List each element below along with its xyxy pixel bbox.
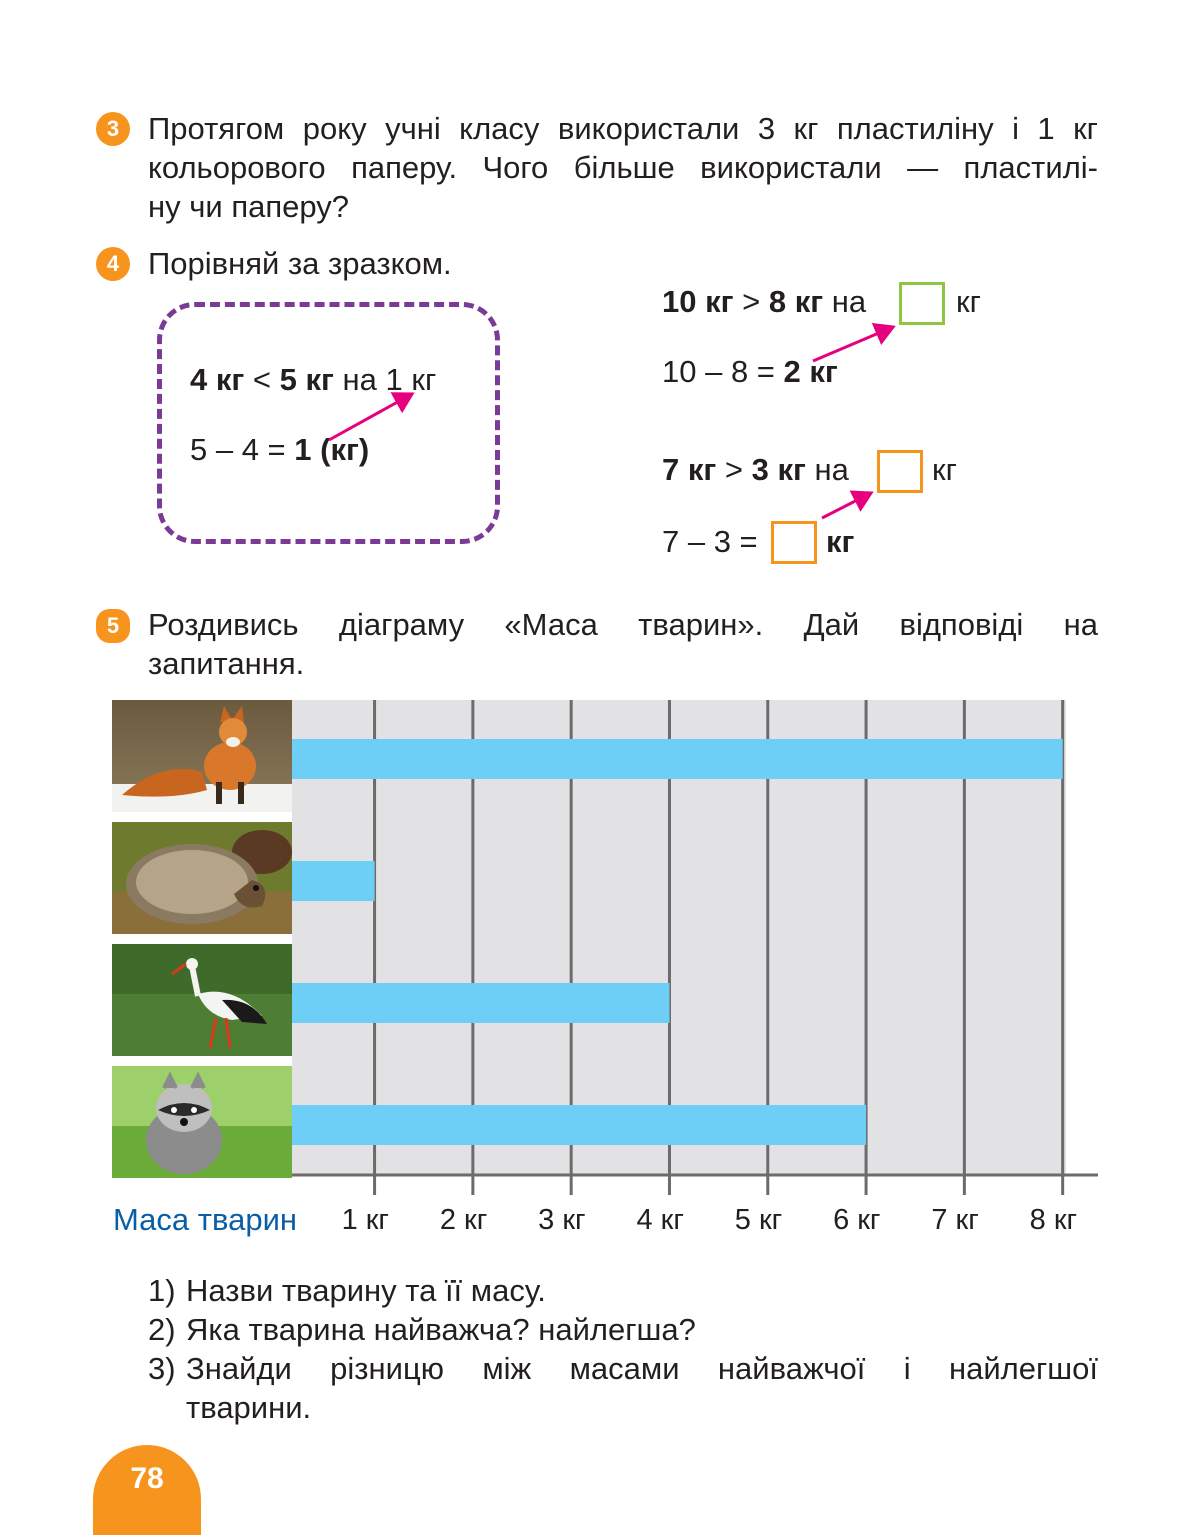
- bar-fox: [292, 739, 1063, 779]
- x-tick-label-6: 6 кг: [833, 1204, 881, 1236]
- page-number: 78: [130, 1462, 164, 1495]
- question-1-text: Назви тварину та її масу.: [186, 1273, 546, 1308]
- ex2-calc: 7 – 3 =: [662, 524, 758, 559]
- ex1-b: 8 кг: [768, 284, 824, 319]
- sample-na: на: [342, 362, 377, 397]
- sample-calc-result: 1 (кг): [294, 432, 370, 467]
- task-3-line-2: кольорового паперу. Чого більше використали — пластилі-: [148, 150, 1098, 185]
- question-2-num: 2): [148, 1312, 176, 1347]
- bar-stork: [292, 983, 669, 1023]
- task-4-instruction: Порівняй за зразком.: [148, 246, 452, 281]
- question-1-num: 1): [148, 1273, 176, 1308]
- ex2-unit: кг: [932, 452, 957, 487]
- ex2-sign: >: [724, 452, 744, 487]
- sample-a: 4 кг: [190, 362, 245, 397]
- task-5-line-1: Роздивись діаграму «Маса тварин». Дай відповіді на: [148, 607, 1098, 642]
- x-tick-label-7: 7 кг: [931, 1204, 979, 1236]
- ex1-calc: 10 – 8 =: [662, 354, 784, 389]
- bar-hedgehog: [292, 861, 375, 901]
- question-3-text-line-2: тварини.: [186, 1390, 312, 1425]
- sample-b: 5 кг: [279, 362, 334, 397]
- x-tick-label-5: 5 кг: [734, 1204, 783, 1236]
- task-5-line-2: запитання.: [148, 646, 305, 681]
- ex2-a: 7 кг: [662, 452, 717, 487]
- ex1-sign: >: [742, 284, 761, 319]
- x-tick-label-8: 8 кг: [1029, 1204, 1078, 1236]
- question-3-num: 3): [148, 1351, 176, 1386]
- bar-raccoon: [292, 1105, 866, 1145]
- question-2-text: Яка тварина найважча? найлегша?: [186, 1312, 696, 1347]
- sample-sign: <: [252, 362, 272, 397]
- ex2-calc-unit: кг: [826, 524, 855, 559]
- sample-calc: 5 – 4 =: [190, 432, 295, 467]
- ex2-na: на: [814, 452, 849, 487]
- ex1-na: на: [831, 284, 867, 319]
- task-4-badge: 4: [96, 247, 130, 281]
- task-3-line-1: Протягом року учні класу використали 3 кг пластиліну і 1 кг: [148, 111, 1098, 146]
- question-3-text-line-1: Знайди різницю між масами найважчої і найлегшої: [186, 1351, 1098, 1386]
- x-tick-label-1: 1 кг: [341, 1204, 390, 1236]
- task-3-badge: 3: [96, 112, 130, 146]
- ex1-unit: кг: [956, 284, 981, 319]
- ex1-a: 10 кг: [662, 284, 734, 319]
- sample-result: 1 кг: [385, 362, 437, 397]
- ex2-b: 3 кг: [751, 452, 806, 487]
- x-tick-label-4: 4 кг: [636, 1204, 684, 1236]
- ex1-calc-result: 2 кг: [783, 354, 838, 389]
- task-3-line-3: ну чи паперу?: [148, 189, 350, 224]
- x-tick-label-3: 3 кг: [538, 1204, 586, 1236]
- x-tick-label-2: 2 кг: [439, 1204, 488, 1236]
- chart-title: Маса тварин: [113, 1202, 298, 1237]
- task-5-badge: 5: [96, 609, 130, 643]
